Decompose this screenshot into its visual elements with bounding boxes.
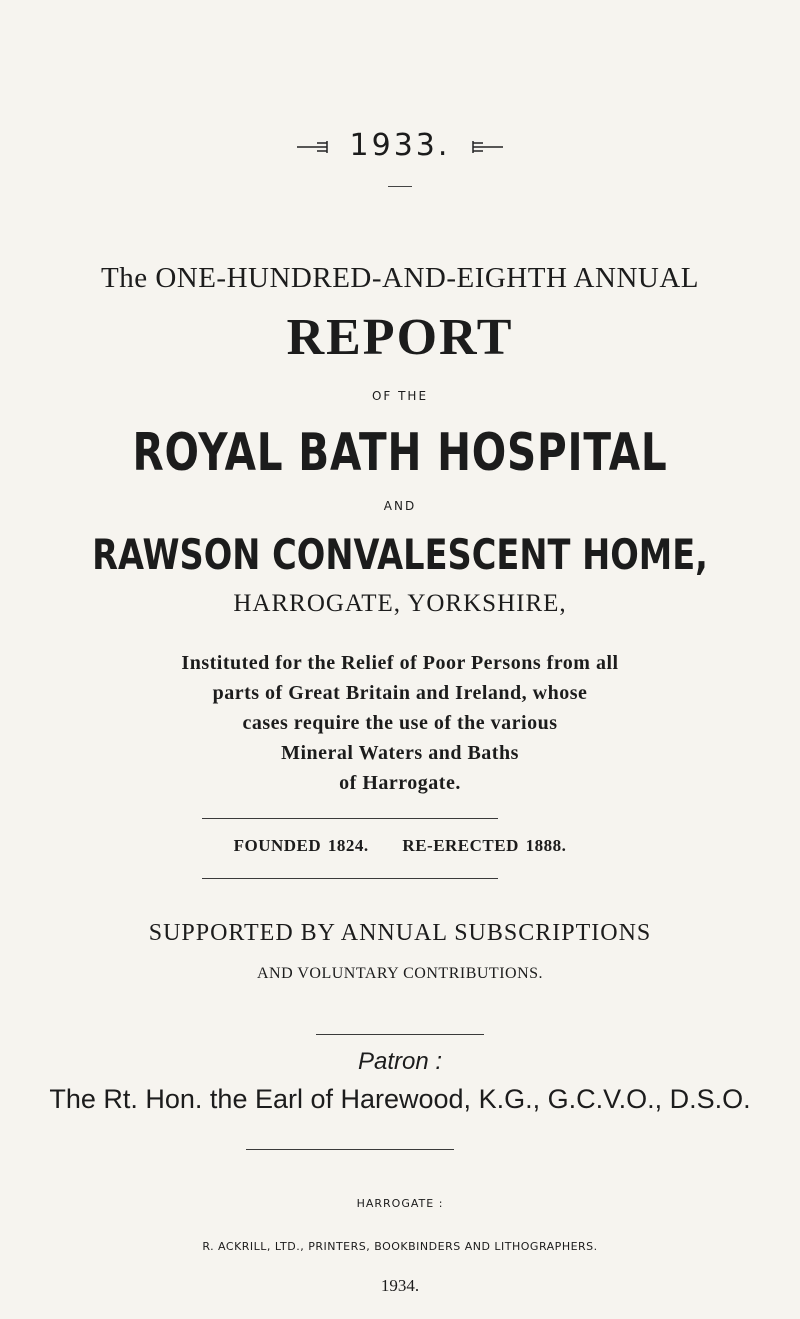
purpose-line: parts of Great Britain and Ireland, whose bbox=[212, 682, 588, 704]
purpose-line: of Harrogate. bbox=[339, 772, 461, 794]
imprint-printer: R. ACKRILL, LTD., PRINTERS, BOOKBINDERS AND LITHOGRAPHERS. bbox=[202, 1240, 598, 1253]
divider-rule bbox=[316, 1034, 484, 1035]
support-subheading: AND VOLUNTARY CONTRIBUTIONS. bbox=[256, 965, 544, 982]
location-text: HARROGATE, YORKSHIRE, bbox=[233, 590, 567, 617]
support-heading: SUPPORTED BY ANNUAL SUBSCRIPTIONS bbox=[148, 920, 652, 946]
year-heading bbox=[0, 128, 800, 163]
edition-heading: The ONE-HUNDRED-AND-EIGHTH ANNUAL bbox=[100, 262, 699, 294]
divider-rule bbox=[202, 818, 498, 819]
patron-name: The Rt. Hon. the Earl of Harewood, K.G., G.C.V.O., D.S.O. bbox=[49, 1084, 751, 1114]
imprint-town: HARROGATE : bbox=[356, 1197, 444, 1210]
purpose-line: cases require the use of the various bbox=[242, 712, 558, 734]
and-text: AND bbox=[383, 499, 417, 513]
arrow-ornament-left-icon bbox=[295, 140, 331, 154]
of-the-text: OF THE bbox=[371, 389, 429, 403]
patron-label: Patron : bbox=[357, 1048, 443, 1075]
purpose-paragraph bbox=[0, 648, 800, 798]
imprint-year: 1934. bbox=[380, 1276, 420, 1295]
purpose-line: Instituted for the Relief of Poor Persons from all bbox=[181, 652, 619, 674]
divider-rule bbox=[202, 878, 498, 879]
short-divider bbox=[388, 186, 412, 187]
founded-text: FOUNDED 1824. RE-ERECTED 1888. bbox=[233, 836, 567, 855]
purpose-line: Mineral Waters and Baths bbox=[281, 742, 519, 764]
report-title: REPORT bbox=[286, 309, 514, 366]
hospital-name: ROYAL BATH HOSPITAL bbox=[132, 423, 668, 483]
arrow-ornament-right-icon bbox=[469, 140, 505, 154]
home-name: RAWSON CONVALESCENT HOME, bbox=[92, 530, 708, 579]
divider-rule bbox=[246, 1149, 454, 1150]
year-text: 1933. bbox=[349, 128, 451, 163]
